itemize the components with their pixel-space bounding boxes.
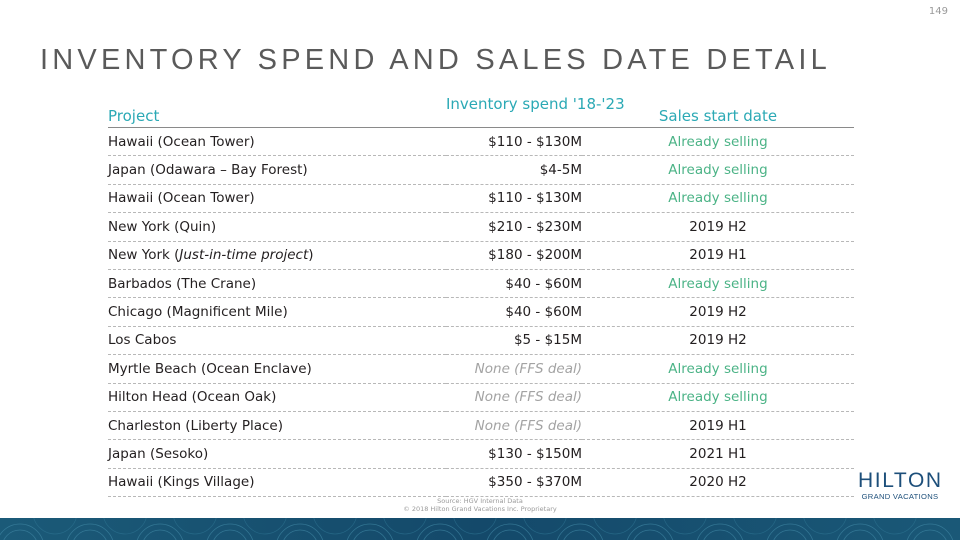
spend-cell: $40 - $60M xyxy=(446,298,582,326)
project-cell: Myrtle Beach (Ocean Enclave) xyxy=(108,355,446,383)
sales-date-cell: 2019 H1 xyxy=(582,241,854,269)
table-row xyxy=(108,156,854,184)
spend-cell: None (FFS deal) xyxy=(446,411,582,439)
copyright-note: © 2018 Hilton Grand Vacations Inc. Proprietary xyxy=(403,505,557,513)
logo-subtitle: GRAND VACATIONS xyxy=(861,492,939,501)
sales-date-cell: Already selling xyxy=(582,156,854,184)
spend-cell: $4-5M xyxy=(446,156,582,184)
project-cell: Hawaii (Kings Village) xyxy=(108,468,446,496)
project-cell: Hawaii (Ocean Tower) xyxy=(108,128,446,156)
sales-date-cell: Already selling xyxy=(582,184,854,212)
table-row xyxy=(108,269,854,297)
sales-date-cell: 2019 H2 xyxy=(582,298,854,326)
logo-wordmark: HILTON xyxy=(858,469,943,492)
sales-date-cell: 2019 H2 xyxy=(582,326,854,354)
table-row xyxy=(108,184,854,212)
table-row xyxy=(108,355,854,383)
spend-cell: $180 - $200M xyxy=(446,241,582,269)
spend-cell: None (FFS deal) xyxy=(446,383,582,411)
spend-cell: None (FFS deal) xyxy=(446,355,582,383)
table-row xyxy=(108,298,854,326)
table-row xyxy=(108,241,854,269)
decorative-footer-band xyxy=(0,518,960,540)
detail-table xyxy=(108,94,854,497)
project-cell: Hilton Head (Ocean Oak) xyxy=(108,383,446,411)
sales-date-cell: 2021 H1 xyxy=(582,440,854,468)
spend-cell: $110 - $130M xyxy=(446,184,582,212)
project-cell: Japan (Odawara – Bay Forest) xyxy=(108,156,446,184)
project-cell: Barbados (The Crane) xyxy=(108,269,446,297)
sales-date-cell: 2020 H2 xyxy=(582,468,854,496)
spend-cell: $130 - $150M xyxy=(446,440,582,468)
sales-date-cell: Already selling xyxy=(582,383,854,411)
sales-date-cell: 2019 H1 xyxy=(582,411,854,439)
sales-date-cell: 2019 H2 xyxy=(582,213,854,241)
project-cell xyxy=(108,241,446,269)
table-header-row xyxy=(108,94,854,128)
project-cell: Charleston (Liberty Place) xyxy=(108,411,446,439)
source-note: Source: HGV Internal Data xyxy=(437,497,523,505)
project-cell: New York (Quin) xyxy=(108,213,446,241)
project-cell: Los Cabos xyxy=(108,326,446,354)
project-name-prefix: New York ( xyxy=(108,247,180,264)
header-inventory-spend: Inventory spend '18-'23 xyxy=(446,94,582,128)
header-project: Project xyxy=(108,94,446,128)
spend-cell: $5 - $15M xyxy=(446,326,582,354)
header-sales-start-date: Sales start date xyxy=(582,94,854,128)
table-row xyxy=(108,213,854,241)
page-number: 149 xyxy=(928,6,948,17)
wave-pattern-icon xyxy=(0,518,960,540)
sales-date-cell: Already selling xyxy=(582,355,854,383)
spend-cell: $40 - $60M xyxy=(446,269,582,297)
footnote xyxy=(0,497,960,513)
spend-cell: $210 - $230M xyxy=(446,213,582,241)
table-row xyxy=(108,326,854,354)
table-row xyxy=(108,383,854,411)
project-cell: Japan (Sesoko) xyxy=(108,440,446,468)
spend-cell: $350 - $370M xyxy=(446,468,582,496)
slide-title: INVENTORY SPEND AND SALES DATE DETAIL xyxy=(40,44,831,76)
table-row xyxy=(108,440,854,468)
project-cell: Hawaii (Ocean Tower) xyxy=(108,184,446,212)
table-row xyxy=(108,411,854,439)
table-row xyxy=(108,128,854,156)
sales-date-cell: Already selling xyxy=(582,128,854,156)
spend-cell: $110 - $130M xyxy=(446,128,582,156)
project-cell: Chicago (Magnificent Mile) xyxy=(108,298,446,326)
project-name-italic: Just-in-time project xyxy=(179,247,309,264)
project-name-suffix: ) xyxy=(308,247,314,264)
table-row xyxy=(108,468,854,496)
sales-date-cell: Already selling xyxy=(582,269,854,297)
